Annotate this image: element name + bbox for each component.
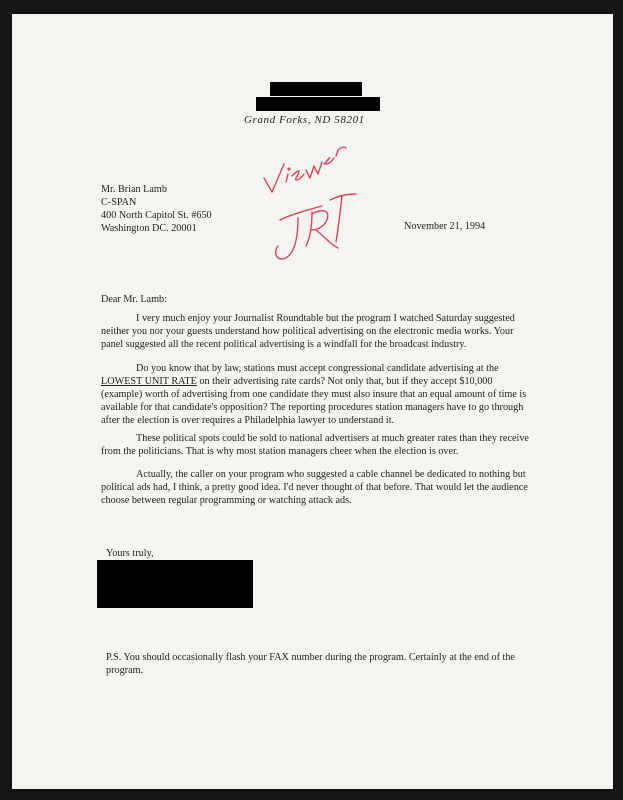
redacted-address	[256, 97, 380, 111]
paragraph-line: from the politicians. That is why most station managers cheer when the election is over.	[101, 446, 459, 457]
paragraph-line: Do you know that by law, stations must accept congressional candidate advertising at the	[136, 363, 499, 374]
lowest-unit-rate-underlined: LOWEST UNIT RATE	[101, 376, 197, 387]
paragraph-line: (example) worth of advertising from one candidate they must also insure that an equal amount of time is	[101, 389, 527, 400]
paragraph-2	[101, 362, 526, 427]
annotation-initials-mark	[280, 206, 322, 220]
paragraph-line: panel suggested all the recent political advertising is a windfall for the broadcast industry.	[101, 339, 467, 350]
postscript-line: P.S. You should occasionally flash your FAX number during the program. Certainly at the end of the	[106, 652, 515, 663]
recipient-line: Mr. Brian Lamb	[101, 184, 167, 195]
paragraph-line: political ads had, I think, a pretty good idea. I'd never thought of that before. That would let the audience	[101, 482, 528, 493]
paragraph-line: after the election is over requires a Philadelphia lawyer to understand it.	[101, 415, 395, 426]
paragraph-line: These political spots could be sold to national advertisers at much greater rates than they receive	[136, 433, 529, 444]
letter-date: November 21, 1994	[404, 221, 486, 232]
redacted-name	[270, 82, 362, 96]
paragraph-3	[101, 432, 529, 458]
postscript	[106, 651, 515, 677]
letter-page	[12, 14, 613, 789]
paragraph-line: available for that candidate's opposition? The reporting procedures station managers have to go through	[101, 402, 524, 413]
paragraph-4	[101, 468, 528, 507]
paragraph-1	[101, 312, 515, 351]
annotation-viewer-mark	[264, 164, 284, 192]
paragraph-line	[101, 375, 526, 388]
recipient-address	[101, 183, 212, 235]
redacted-signature	[97, 560, 253, 608]
paragraph-line: I very much enjoy your Journalist Roundtable but the program I watched Saturday suggested	[136, 313, 515, 324]
recipient-line: Washington DC. 20001	[101, 223, 197, 234]
paragraph-line: choose between regular programming or watching attack ads.	[101, 495, 352, 506]
salutation: Dear Mr. Lamb:	[101, 294, 167, 305]
recipient-line: C-SPAN	[101, 197, 137, 208]
paragraph-line: Actually, the caller on your program who suggested a cable channel be dedicated to nothing but	[136, 469, 526, 480]
paragraph-line-rest: on their advertising rate cards? Not only that, but if they accept $10,000	[196, 376, 493, 387]
postscript-line: program.	[106, 665, 144, 676]
recipient-line: 400 North Capitol St. #650	[101, 210, 212, 221]
closing: Yours truly,	[106, 548, 154, 559]
paragraph-line: neither you nor your guests understand how political advertising on the electronic media works. Your	[101, 326, 514, 337]
handwritten-annotation	[252, 134, 362, 264]
letterhead-city: Grand Forks, ND 58201	[244, 114, 365, 126]
